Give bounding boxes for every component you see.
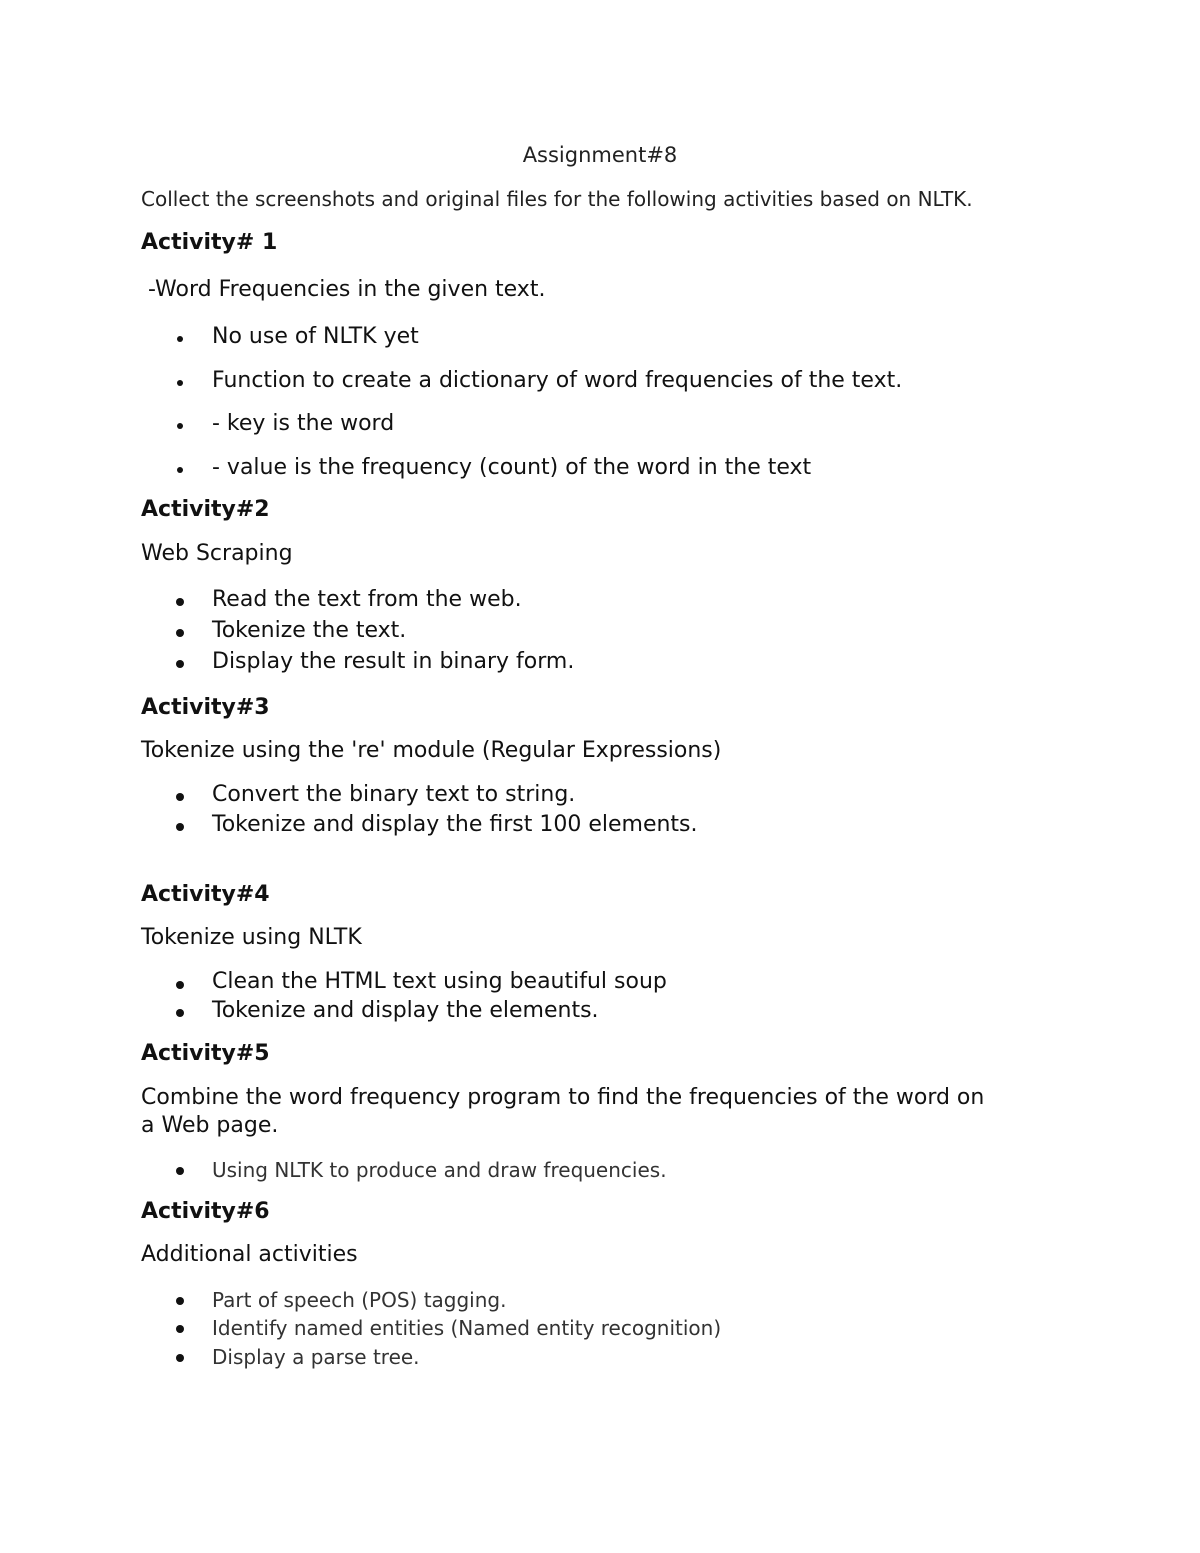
bullet-icon [177, 380, 183, 386]
activity-1-subtitle: -Word Frequencies in the given text. [148, 277, 546, 302]
bullet-icon [176, 629, 184, 637]
bullet-icon [176, 1354, 184, 1362]
activity-2-item: Display the result in binary form. [212, 649, 575, 674]
activity-6-item: Part of speech (POS) tagging. [212, 1288, 507, 1312]
document-title: Assignment#8 [522, 143, 678, 167]
activity-1-item: - value is the frequency (count) of the word in the text [212, 455, 812, 480]
activity-6-item: Identify named entities (Named entity recognition) [212, 1316, 722, 1340]
bullet-icon [176, 823, 184, 831]
bullet-icon [176, 1297, 184, 1305]
activity-1-item: - key is the word [212, 411, 395, 436]
activity-3-subtitle: Tokenize using the 're' module (Regular Expressions) [141, 738, 722, 763]
activity-3-item: Convert the binary text to string. [212, 782, 576, 807]
bullet-icon [176, 1009, 184, 1017]
activity-2-heading: Activity#2 [141, 497, 270, 522]
activity-1-item: No use of NLTK yet [212, 324, 419, 349]
activity-1-heading: Activity# 1 [141, 230, 278, 255]
activity-5-heading: Activity#5 [141, 1041, 270, 1066]
bullet-icon [176, 660, 184, 668]
bullet-icon [176, 598, 184, 606]
bullet-icon [176, 1325, 184, 1333]
activity-3-item: Tokenize and display the first 100 elements. [212, 812, 698, 837]
activity-2-item: Read the text from the web. [212, 587, 522, 612]
activity-4-heading: Activity#4 [141, 882, 270, 907]
activity-1-item: Function to create a dictionary of word frequencies of the text. [212, 368, 903, 393]
activity-6-item: Display a parse tree. [212, 1345, 420, 1369]
intro-text: Collect the screenshots and original files for the following activities based on NLTK. [141, 187, 973, 211]
bullet-icon [176, 981, 184, 989]
activity-4-subtitle: Tokenize using NLTK [141, 925, 362, 950]
activity-6-subtitle: Additional activities [141, 1242, 358, 1267]
activity-5-item: Using NLTK to produce and draw frequencies. [212, 1158, 667, 1182]
bullet-icon [177, 423, 183, 429]
bullet-icon [176, 793, 184, 801]
activity-2-item: Tokenize the text. [212, 618, 407, 643]
bullet-icon [176, 1167, 184, 1175]
activity-4-item: Clean the HTML text using beautiful soup [212, 969, 667, 994]
activity-5-subtitle-line-2: a Web page. [141, 1113, 279, 1138]
activity-3-heading: Activity#3 [141, 695, 270, 720]
activity-6-heading: Activity#6 [141, 1199, 270, 1224]
activity-2-subtitle: Web Scraping [141, 541, 293, 566]
activity-4-item: Tokenize and display the elements. [212, 998, 599, 1023]
bullet-icon [177, 336, 183, 342]
bullet-icon [177, 467, 183, 473]
activity-5-subtitle-line-1: Combine the word frequency program to find the frequencies of the word on [141, 1085, 985, 1110]
